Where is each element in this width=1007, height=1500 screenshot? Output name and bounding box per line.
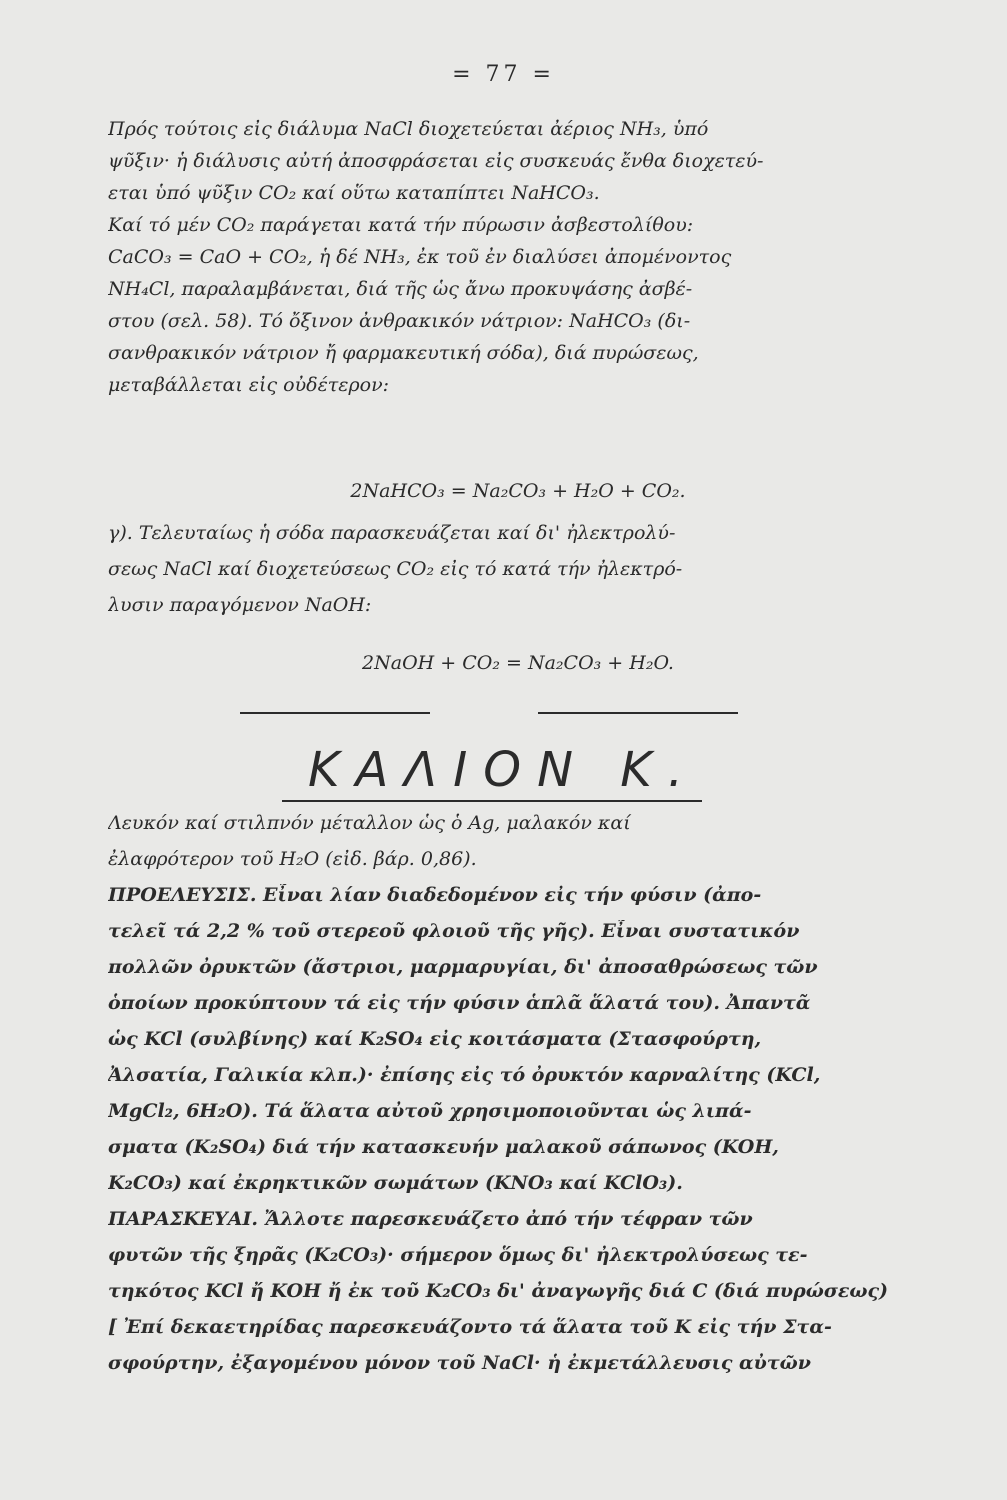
- potassium-section: [108, 812, 928, 1374]
- section-title-underline: [282, 800, 702, 802]
- electrolysis-paragraph: [108, 522, 928, 616]
- text-line: στου (σελ. 58). Τό ὄξινον ἀνθρακικόν νάτριον: NaHCO₃ (δι-: [108, 310, 691, 332]
- text-line: NH₄Cl, παραλαμβάνεται, διά τῆς ὡς ἄνω προκυψάσης ἀσβέ-: [108, 278, 693, 300]
- intro-paragraph: [108, 118, 928, 396]
- text-line: Πρός τούτοις εἰς διάλυμα NaCl διοχετεύεται ἀέριος NH₃, ὑπό: [108, 118, 709, 140]
- text-line: ΠΡΟΕΛΕΥΣΙΣ. Εἶναι λίαν διαδεδομένον εἰς τήν φύσιν (ἀπο-: [108, 884, 762, 906]
- text-line: σανθρακικόν νάτριον ἤ φαρμακευτική σόδα), διά πυρώσεως,: [108, 342, 699, 364]
- text-line: CaCO₃ = CaO + CO₂, ἡ δέ NH₃, ἐκ τοῦ ἐν διαλύσει ἀπομένοντος: [108, 246, 732, 268]
- text-line: φυτῶν τῆς ξηρᾶς (K₂CO₃)· σήμερον ὅμως δι' ἠλεκτρολύσεως τε-: [108, 1244, 808, 1266]
- text-line: ΠΑΡΑΣΚΕΥΑΙ. Ἄλλοτε παρεσκευάζετο ἀπό τήν τέφραν τῶν: [108, 1208, 753, 1230]
- text-line: σεως NaCl καί διοχετεύσεως CO₂ εἰς τό κατά τήν ἠλεκτρό-: [108, 558, 683, 580]
- text-line: τελεῖ τά 2,2 % τοῦ στερεοῦ φλοιοῦ τῆς γῆς). Εἶναι συστατικόν: [108, 920, 800, 942]
- equation-2: 2NaOH + CO₂ = Na₂CO₃ + H₂O.: [362, 652, 674, 674]
- text-line: σφούρτην, ἐξαγομένου μόνον τοῦ NaCl· ἡ ἐκμετάλλευσις αὐτῶν: [108, 1352, 811, 1374]
- text-line: σματα (K₂SO₄) διά τήν κατασκευήν μαλακοῦ σάπωνος (KOH,: [108, 1136, 779, 1158]
- page-number: = 77 =: [452, 62, 555, 87]
- text-line: [ Ἐπί δεκαετηρίδας παρεσκευάζοντο τά ἅλατα τοῦ K εἰς τήν Στα-: [108, 1316, 832, 1338]
- text-line: ψῦξιν· ἡ διάλυσις αὐτή ἀποσφράσεται εἰς συσκευάς ἔνθα διοχετεύ-: [108, 150, 764, 172]
- text-line: Ἀλσατία, Γαλικία κλπ.)· ἐπίσης εἰς τό ὀρυκτόν καρναλίτης (KCl,: [108, 1064, 821, 1086]
- text-line: K₂CO₃) καί ἐκρηκτικῶν σωμάτων (KNO₃ καί KClO₃).: [108, 1172, 683, 1194]
- text-line: πολλῶν ὀρυκτῶν (ἄστριοι, μαρμαρυγίαι, δι' ἀποσαθρώσεως τῶν: [108, 956, 818, 978]
- text-line: ἐλαφρότερον τοῦ H₂O (εἰδ. βάρ. 0,86).: [108, 848, 477, 870]
- text-line: ὁποίων προκύπτουν τά εἰς τήν φύσιν ἁπλᾶ ἅλατά του). Ἀπαντᾶ: [108, 992, 811, 1014]
- text-line: MgCl₂, 6H₂O). Τά ἅλατα αὐτοῦ χρησιμοποιοῦνται ὡς λιπά-: [108, 1100, 752, 1122]
- text-line: Λευκόν καί στιλπνόν μέταλλον ὡς ὁ Ag, μαλακόν καί: [108, 812, 631, 834]
- text-line: τηκότος KCl ἤ KOH ἤ ἐκ τοῦ K₂CO₃ δι' ἀναγωγῆς διά C (διά πυρώσεως): [108, 1280, 889, 1302]
- text-line: λυσιν παραγόμενον NaOH:: [108, 594, 372, 616]
- text-line: ὡς KCl (συλβίνης) καί K₂SO₄ εἰς κοιτάσματα (Στασφούρτη,: [108, 1028, 762, 1050]
- text-line: Καί τό μέν CO₂ παράγεται κατά τήν πύρωσιν ἀσβεστολίθου:: [108, 214, 694, 236]
- section-title: ΚΑΛΙΟΝ Κ.: [308, 742, 699, 798]
- text-line: εται ὑπό ψῦξιν CO₂ καί οὕτω καταπίπτει NaHCO₃.: [108, 182, 600, 204]
- equation-1: 2NaHCO₃ = Na₂CO₃ + H₂O + CO₂.: [350, 480, 686, 502]
- text-line: μεταβάλλεται εἰς οὐδέτερον:: [108, 374, 390, 396]
- text-line: γ). Τελευταίως ἡ σόδα παρασκευάζεται καί δι' ἠλεκτρολύ-: [108, 522, 676, 544]
- divider-right: [538, 712, 738, 714]
- divider-left: [240, 712, 430, 714]
